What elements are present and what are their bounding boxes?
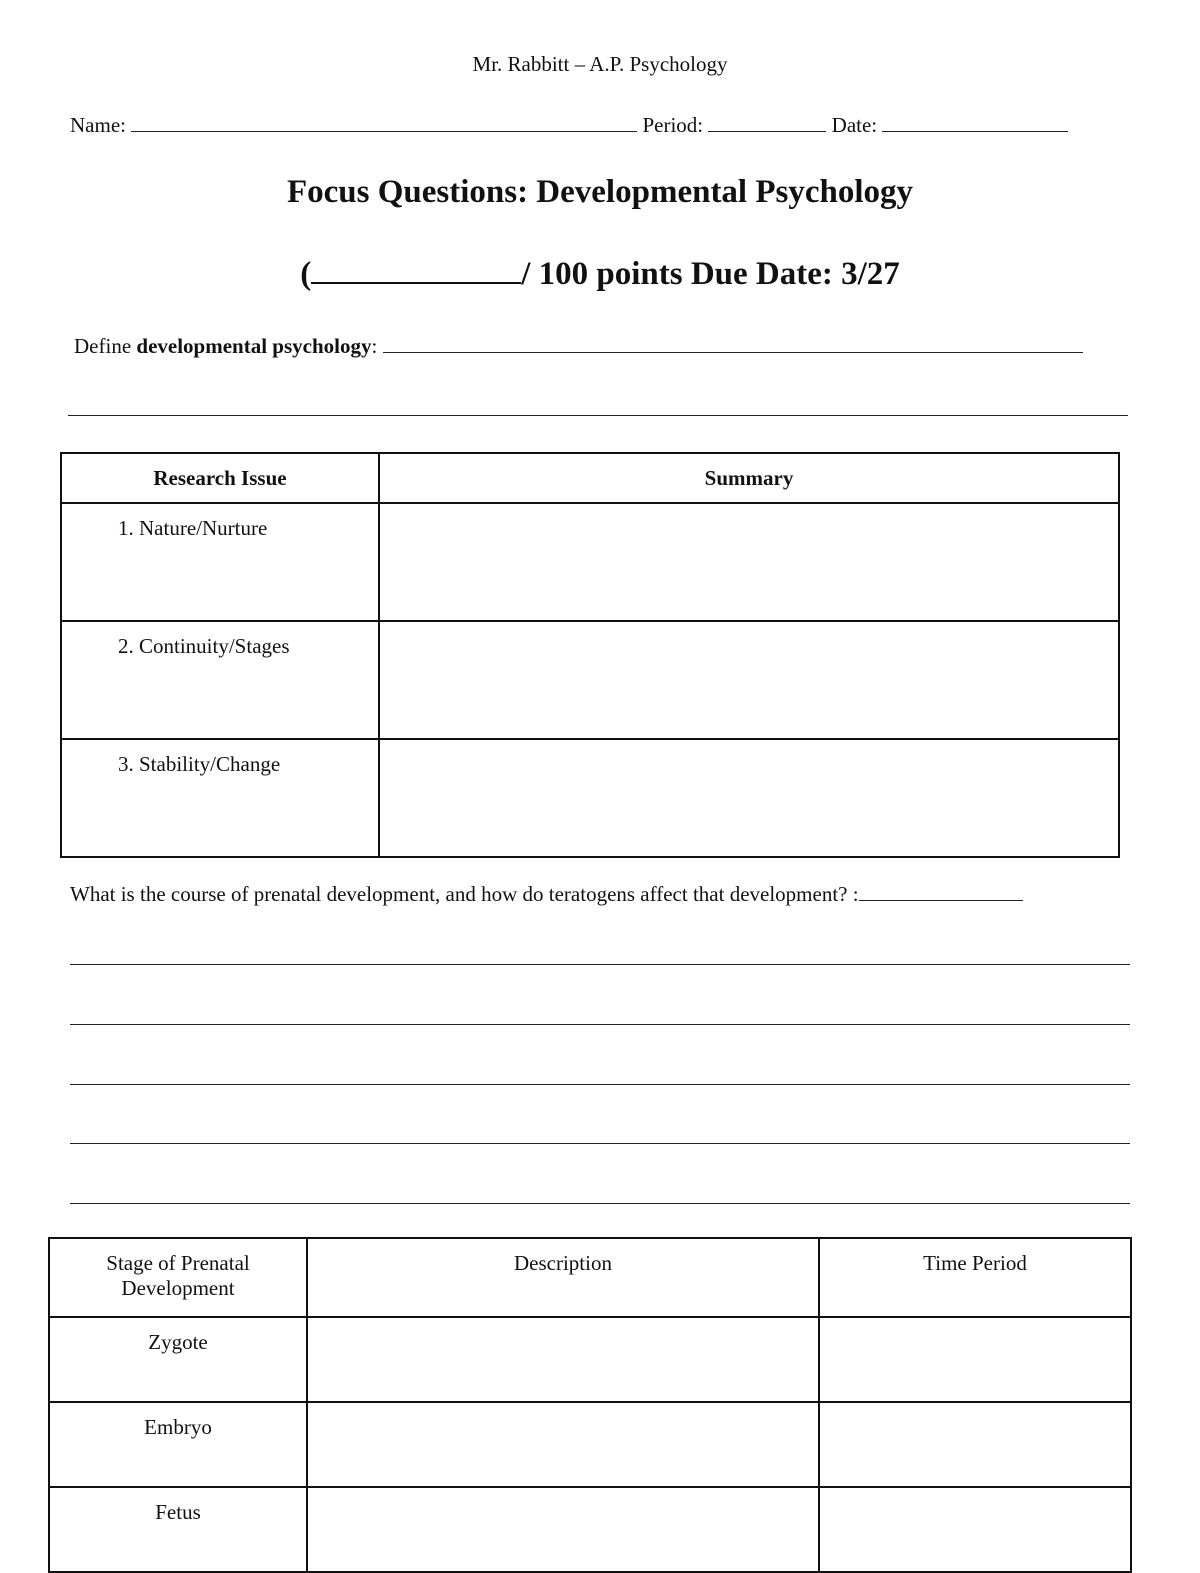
define-answer-line[interactable] xyxy=(68,415,1128,416)
answer-line[interactable] xyxy=(70,1084,1130,1085)
page-title: Focus Questions: Developmental Psychology xyxy=(286,174,914,210)
prenatal-question xyxy=(70,882,1130,907)
question-blank[interactable] xyxy=(859,882,1023,901)
stage-cell: Fetus xyxy=(49,1487,307,1572)
table-row xyxy=(49,1317,1131,1402)
summary-cell[interactable] xyxy=(379,503,1119,621)
research-issue-cell: 3. Stability/Change xyxy=(61,739,379,857)
points-blank[interactable] xyxy=(311,254,521,284)
description-cell[interactable] xyxy=(307,1487,819,1572)
table-row xyxy=(49,1402,1131,1487)
points-open-paren: ( xyxy=(300,256,312,292)
question-text: What is the course of prenatal development, and how do teratogens affect that development? : xyxy=(70,882,859,906)
define-suffix: : xyxy=(371,334,378,358)
description-cell[interactable] xyxy=(307,1402,819,1487)
date-blank[interactable] xyxy=(882,113,1068,132)
research-issue-header: Research Issue xyxy=(61,453,379,503)
time-period-cell[interactable] xyxy=(819,1487,1131,1572)
define-term: developmental psychology xyxy=(136,334,372,358)
table-row xyxy=(49,1487,1131,1572)
time-period-cell[interactable] xyxy=(819,1317,1131,1402)
name-label: Name: xyxy=(70,113,126,137)
time-period-header: Time Period xyxy=(819,1238,1131,1317)
research-issue-cell: 2. Continuity/Stages xyxy=(61,621,379,739)
define-prefix: Define xyxy=(74,334,132,358)
stage-header: Stage of Prenatal Development xyxy=(49,1238,307,1317)
date-label: Date: xyxy=(831,113,878,137)
summary-header: Summary xyxy=(379,453,1119,503)
research-issue-cell: 1. Nature/Nurture xyxy=(61,503,379,621)
period-blank[interactable] xyxy=(708,113,826,132)
answer-line[interactable] xyxy=(70,1024,1130,1025)
description-header: Description xyxy=(307,1238,819,1317)
answer-line[interactable] xyxy=(70,1203,1130,1204)
stage-cell: Embryo xyxy=(49,1402,307,1487)
time-period-cell[interactable] xyxy=(819,1402,1131,1487)
table-header-row xyxy=(49,1238,1131,1317)
prenatal-stage-table xyxy=(48,1237,1132,1573)
table-row xyxy=(61,621,1119,739)
table-row xyxy=(61,739,1119,857)
description-cell[interactable] xyxy=(307,1317,819,1402)
answer-line[interactable] xyxy=(70,964,1130,965)
points-due-text: / 100 points Due Date: 3/27 xyxy=(521,256,900,292)
name-period-date-row xyxy=(70,113,1130,138)
points-due-line xyxy=(0,254,1200,293)
period-label: Period: xyxy=(642,113,704,137)
table-header-row xyxy=(61,453,1119,503)
name-blank[interactable] xyxy=(131,113,637,132)
define-blank[interactable] xyxy=(383,334,1083,353)
summary-cell[interactable] xyxy=(379,739,1119,857)
summary-cell[interactable] xyxy=(379,621,1119,739)
stage-cell: Zygote xyxy=(49,1317,307,1402)
answer-line[interactable] xyxy=(70,1143,1130,1144)
table-row xyxy=(61,503,1119,621)
research-issue-table xyxy=(60,452,1120,858)
course-header: Mr. Rabbitt – A.P. Psychology xyxy=(472,52,728,76)
define-prompt xyxy=(74,334,1134,359)
